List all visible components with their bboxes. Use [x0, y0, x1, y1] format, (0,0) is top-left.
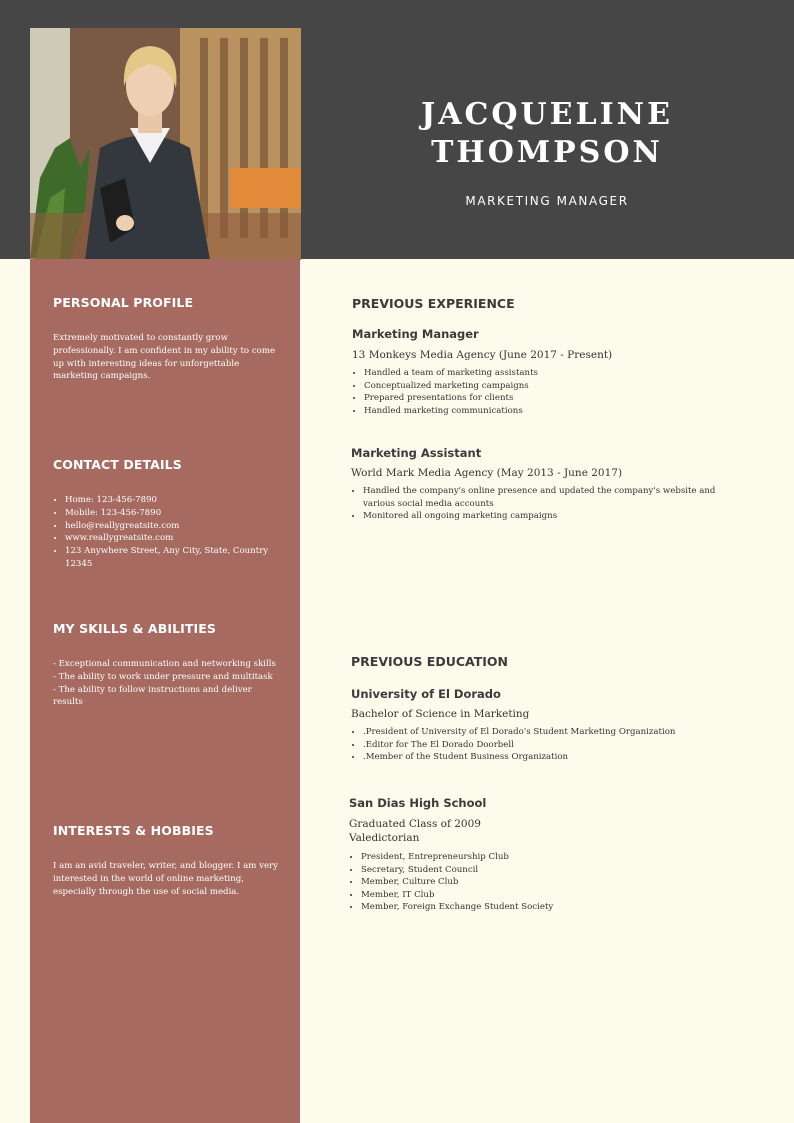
school-entry [351, 687, 761, 764]
job-company: 13 Monkeys Media Agency (June 2017 - Present) [352, 349, 613, 361]
school-activity: • Member, IT Club [361, 889, 759, 902]
contact-website: • www.reallygreatsite.com [65, 532, 281, 545]
job-duties [351, 485, 741, 523]
experience-heading: PREVIOUS EXPERIENCE [352, 296, 515, 311]
school-activity: • .Editor for The El Dorado Doorbell [363, 739, 761, 752]
interests-heading: INTERESTS & HOBBIES [53, 823, 214, 838]
job-subtitle: MARKETING MANAGER [465, 194, 629, 208]
job-duty: • Conceptualized marketing campaigns [364, 380, 752, 393]
school-degree: Bachelor of Science in Marketing [351, 708, 530, 720]
education-heading: PREVIOUS EDUCATION [351, 654, 508, 669]
contact-details-heading: CONTACT DETAILS [53, 457, 182, 472]
school-honor: Valedictorian [349, 832, 420, 844]
job-duty: • Handled the company's online presence and updated the company's website and various social media accounts [363, 485, 741, 510]
contact-home-phone: • Home: 123-456-7890 [65, 494, 281, 507]
contact-email: • hello@reallygreatsite.com [65, 520, 281, 533]
profile-photo [30, 28, 301, 260]
experience-section [352, 296, 752, 311]
school-name: University of El Dorado [351, 687, 501, 701]
contact-address: • 123 Anywhere Street, Any City, State, Country 12345 [65, 545, 281, 571]
job-duty: • Monitored all ongoing marketing campaigns [363, 510, 741, 523]
name-last: THOMPSON [431, 135, 663, 170]
skill-item: - Exceptional communication and networking skills [53, 659, 276, 669]
school-activity: • Member, Culture Club [361, 876, 759, 889]
name-first: JACQUELINE [421, 97, 673, 132]
school-activity: • .Member of the Student Business Organization [363, 751, 761, 764]
interests-text: I am an avid traveler, writer, and blogger. I am very interested in the world of online marketing, especially through the use of social media. [53, 861, 279, 897]
contact-details-section [53, 457, 281, 571]
personal-profile-text: Extremely motivated to constantly grow professionally. I am confident in my ability to come up with interesting ideas for unforgettable marketing campaigns. [53, 333, 276, 382]
name-block [300, 96, 794, 208]
personal-profile-heading: PERSONAL PROFILE [53, 295, 194, 310]
job-company: World Mark Media Agency (May 2013 - June 2017) [351, 467, 623, 479]
job-title: Marketing Assistant [351, 446, 482, 460]
interests-section [53, 823, 281, 898]
sidebar [30, 259, 300, 1123]
school-activity: • Member, Foreign Exchange Student Society [361, 901, 759, 914]
job-duty: • Handled marketing communications [364, 405, 752, 418]
school-degree: Graduated Class of 2009 [349, 818, 481, 830]
skill-item: - The ability to work under pressure and multitask [53, 671, 273, 682]
job-duty: • Handled a team of marketing assistants [364, 367, 752, 380]
job-entry [352, 327, 752, 417]
school-activity: • .President of University of El Dorado's Student Marketing Organization [363, 726, 761, 739]
skill-item: - The ability to follow instructions and deliver results [53, 684, 252, 708]
personal-profile-section [53, 295, 281, 383]
school-entry [349, 796, 759, 914]
job-title: Marketing Manager [352, 327, 479, 341]
skills-section [53, 621, 281, 709]
job-duty: • Prepared presentations for clients [364, 392, 752, 405]
school-activity: • President, Entrepreneurship Club [361, 851, 759, 864]
skills-heading: MY SKILLS & ABILITIES [53, 621, 217, 636]
school-activity: • Secretary, Student Council [361, 864, 759, 877]
contact-list [53, 494, 281, 571]
school-activities [349, 851, 759, 914]
education-section [351, 654, 751, 669]
contact-mobile-phone: • Mobile: 123-456-7890 [65, 507, 281, 520]
school-name: San Dias High School [349, 796, 487, 810]
job-entry [351, 446, 741, 523]
school-activities [351, 726, 761, 764]
job-duties [352, 367, 752, 417]
